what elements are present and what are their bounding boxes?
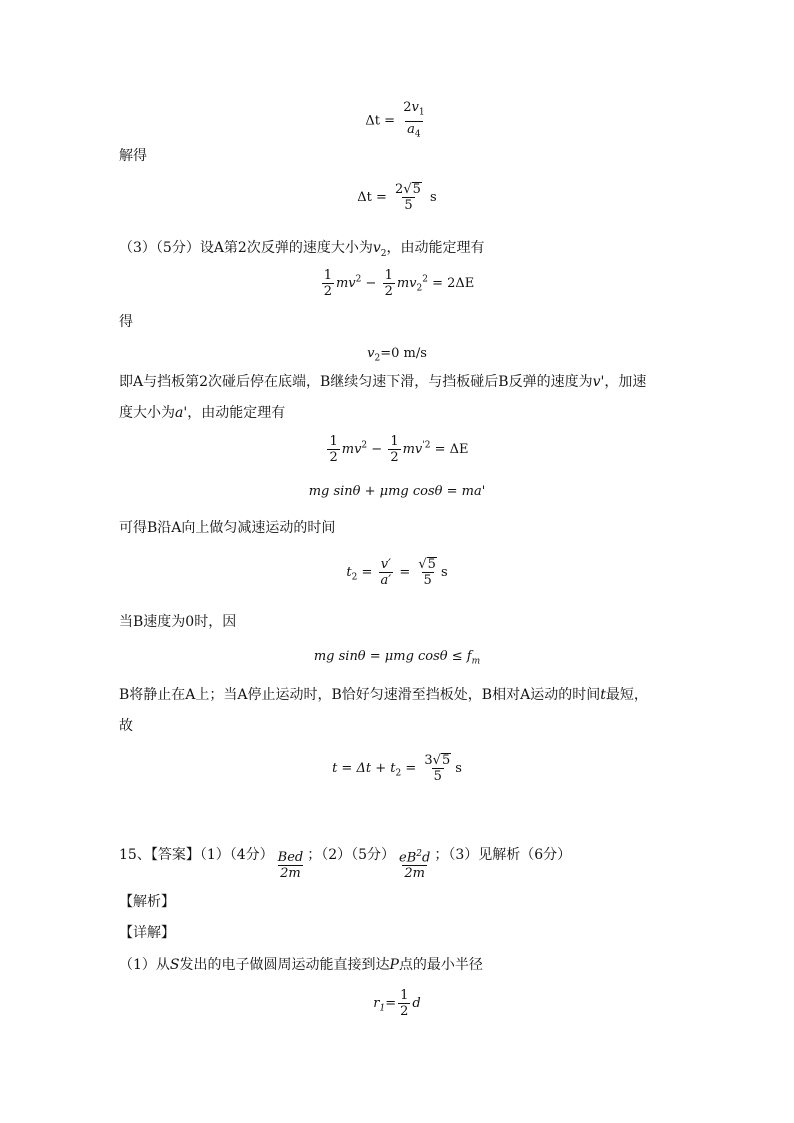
numerator: 1 (390, 434, 399, 449)
equation-r1 (0, 988, 794, 1019)
equals: = (395, 565, 415, 580)
fraction-v-over-a (379, 557, 394, 588)
numerator-sub: 1 (418, 107, 425, 118)
numerator: 1 (400, 988, 409, 1003)
para1-tail: ，加速 (604, 374, 647, 390)
answer-15 (119, 838, 571, 881)
equation-force: mg sinθ + μmg cosθ = ma' (308, 484, 486, 499)
subscript: 2 (416, 283, 423, 294)
denominator-sub: 4 (414, 129, 421, 140)
text-kede: 可得B沿A向上做匀减速运动的时间 (119, 520, 336, 536)
answer-fraction-1 (276, 850, 306, 881)
fraction (401, 100, 426, 142)
superscript: 2 (361, 440, 368, 451)
superscript: '2 (422, 440, 431, 451)
equation-delta-t (0, 100, 794, 142)
denominator: 2m (280, 866, 301, 881)
superscript: 2 (422, 274, 428, 285)
radicand: 5 (427, 557, 436, 572)
text-de: 得 (119, 314, 133, 330)
fraction-half (322, 268, 334, 299)
answer-prefix: 15、【答案】（1）（4分） (119, 847, 274, 863)
part1-text-a: （1）从 (119, 957, 170, 973)
subscript: 2 (374, 353, 381, 364)
equation-energy-2 (0, 434, 794, 465)
var-v: v (367, 346, 375, 361)
equation-energy-1 (0, 268, 794, 299)
radicand: 5 (441, 753, 451, 768)
equation-t2 (0, 557, 794, 588)
numerator-b: d (422, 850, 431, 865)
part3-tail: ，由动能定理有 (386, 240, 485, 256)
operator-minus: − (361, 276, 381, 291)
numerator: v′ (380, 557, 391, 572)
denominator: 2 (323, 284, 332, 299)
text-jiexi: 【解析】 (119, 894, 175, 910)
text-para2-line2: 故 (119, 718, 133, 734)
part1-text-c: 点的最小半径 (398, 957, 483, 973)
eq-lhs: t = Δt + (332, 761, 391, 776)
denominator: 5 (404, 198, 413, 213)
answer-sep-2: ；（3）见解析（6分） (434, 847, 572, 863)
fraction-half (388, 434, 400, 465)
eq-rhs: = 2ΔE (427, 276, 475, 291)
text-part3 (119, 238, 485, 264)
numerator-coef: 2 (403, 100, 412, 115)
text-para2-line1 (119, 685, 648, 705)
denominator: 2 (400, 1004, 409, 1019)
fraction-half (398, 988, 410, 1019)
part1-text-b: 发出的电子做圆周运动能直接到达 (179, 957, 390, 973)
superscript: 2 (416, 848, 423, 859)
eq-text: mg sinθ = μmg cosθ ≤ (313, 649, 467, 664)
eq-lhs: Δt = (357, 190, 387, 205)
para2-var: t (600, 687, 606, 703)
term-mv2: mv (396, 276, 417, 291)
text-dang: 当B速度为0时，因 (119, 614, 237, 630)
part3-var: v (372, 240, 381, 256)
equals: = (401, 761, 421, 776)
para2-text-a: B将静止在A上；当A停止运动时，B恰好匀速滑至挡板处，B相对A运动的时间 (119, 687, 601, 703)
unit: s (455, 761, 462, 776)
eq-rhs: = ΔE (430, 442, 469, 457)
denominator: 2 (390, 450, 399, 465)
numerator-var: v (411, 100, 419, 115)
var-f: f (466, 649, 472, 664)
var-r: r (373, 996, 380, 1011)
var-S: S (169, 957, 180, 973)
denominator: a′ (380, 573, 392, 588)
eq-rhs: =0 m/s (380, 346, 427, 361)
subscript: m (471, 656, 481, 667)
denominator: 2m (404, 866, 425, 881)
fraction (393, 182, 424, 213)
radicand: 5 (412, 182, 421, 197)
term-mv: mv (341, 442, 362, 457)
para1-text-2b: ，由动能定理有 (187, 405, 286, 421)
numerator: 1 (329, 434, 338, 449)
subscript: 1 (379, 1003, 386, 1014)
var-t: t (346, 565, 352, 580)
denominator: 5 (423, 573, 432, 588)
numerator: 1 (323, 268, 332, 283)
para1-text-2a: 度大小为 (119, 405, 175, 421)
sqrt: √5 (432, 753, 451, 768)
text-xiangjie: 【详解】 (119, 925, 175, 941)
text-para1-line1 (119, 372, 646, 392)
part3-sub: 2 (380, 248, 387, 259)
numerator: 1 (384, 268, 393, 283)
equation-v2 (0, 346, 794, 367)
fraction-half (327, 434, 339, 465)
var-d: d (412, 996, 421, 1011)
sqrt: √5 (403, 182, 421, 197)
var-t: t (390, 761, 396, 776)
para1-var: v' (592, 374, 605, 390)
text-para1-line2 (119, 403, 285, 423)
operator-minus: − (367, 442, 387, 457)
para2-text-b: 最短， (605, 687, 648, 703)
unit: s (440, 565, 448, 580)
fraction-sqrt (422, 753, 453, 784)
denominator: 2 (384, 284, 393, 299)
subscript: 2 (395, 768, 402, 779)
subscript: 2 (351, 572, 358, 583)
unit: s (430, 190, 437, 205)
numerator: Bed (277, 850, 304, 865)
para1-var2: a' (175, 405, 188, 421)
equation-t-total (0, 753, 794, 784)
text-jiede: 解得 (119, 148, 147, 164)
denominator: 2 (329, 450, 338, 465)
para1-text: 即A与挡板第2次碰后停在底端，B继续匀速下滑，与挡板碰后B反弹的速度为 (119, 374, 593, 390)
part3-text: （3）（5分）设A第2次反弹的速度大小为 (119, 240, 373, 256)
answer-sep-1: ；（2）（5分） (307, 847, 396, 863)
numerator-a: eB (399, 850, 417, 865)
fraction-half (383, 268, 395, 299)
equation-delta-t-result (0, 182, 794, 213)
var-P: P (389, 957, 399, 973)
equals: = (385, 996, 397, 1011)
term-mv: mv (335, 276, 356, 291)
denominator-var: a (407, 121, 415, 137)
denominator: 5 (433, 769, 442, 784)
eq-lhs: Δt = (365, 113, 396, 129)
superscript: 2 (355, 274, 362, 285)
coef: 3 (424, 753, 433, 768)
answer-fraction-2 (397, 847, 432, 881)
sqrt: √5 (418, 557, 436, 572)
text-part1 (119, 955, 483, 975)
equals: = (357, 565, 377, 580)
term-mv-prime: mv (402, 442, 423, 457)
equation-friction (0, 649, 794, 670)
fraction-sqrt (416, 557, 439, 588)
numerator-coef: 2 (395, 182, 404, 197)
